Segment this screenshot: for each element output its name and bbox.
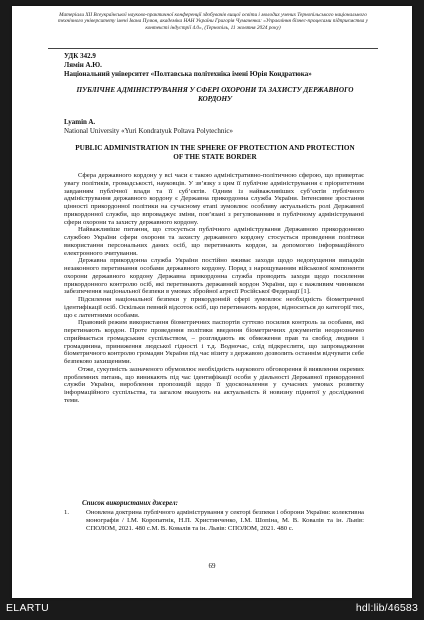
paper-title-en: PUBLIC ADMINISTRATION IN THE SPHERE OF PROTECTION AND PROTECTION OF THE STATE BORDER — [75, 144, 355, 161]
author-name-en: Lyamin A. — [64, 118, 96, 126]
paper-title-uk: ПУБЛІЧНЕ АДМІНІСТРУВАННЯ У СФЕРІ ОХОРОНИ ТА ЗАХИСТУ ДЕРЖАВНОГО КОРДОНУ — [76, 86, 354, 103]
paragraph: Сфера державного кордону у всі часи є такою адміністративно-політичною сферою, що привертає увагу політиків, громадськості, науковців. У зв’язку з цим її публічне адміністрування є пріоритетним завданням публічної влади та її суб’єктів. Одним із найважливіших суб’єктів публічного адміністрування державного кордону є Державна прикордонна служба України. Інтенсивне зростання цінності прикордонної політики на сучасному етапі зумовлює особливу актуальність ролі Державної прикордонної служби, що впроваджує зміни, пов’язані з регулюванням в публічному адмініструванні сфери охорони та захисту державного кордону. — [64, 172, 364, 226]
reference-text: Оновлена доктрина публічного адміністрування у секторі безпеки і оборони України: колективна монографія / І.М. Коропатнік, Н.П. Христинченко, І.М. Шопіна, М. В. Ковалів та ін. Львів: СПОЛОМ, 2021. 480 с.М. В. Ковалів та ін. Львів: СПОЛОМ, 2021. 480 с. — [86, 509, 364, 532]
paragraph: Найважливіше питання, що стосується публічного адміністрування Державною прикордонною службою України сфери охорони та захисту державного кордону стосується проведення політики використання персональних даних осіб, що перетинають кордон, за допомогою інформаційного електронного зчитування. — [64, 226, 364, 257]
paragraph: Державна прикордонна служба України постійно вживає заходи щодо недопущення випадків незаконного перетинання особами державного кордону. Поряд з нарощуванням військової компоненти охорони державного кордону Державна прикордонна служба проводить заходи щодо посилення прикордонного контролю осіб, які перетинають державний кордон України, що є важливим чинником забезпечення національної безпеки в умовах збройної агресії Російської Федерації [1]. — [64, 257, 364, 296]
paragraph: Отже, сукупність зазначеного обумовлює необхідність наукового обговорення й виявлення окремих проблемних питань, що виникають під час ідентифікації особи у діяльності Державної прикордонної служби України, вироблення пропозицій щодо її удосконалення у сучасних умовах розвитку інформаційного суспільства, та загалом вказують на актуальність й новизну піднятої у дослідженні теми. — [64, 365, 364, 404]
references-heading: Список використаних джерел: — [82, 499, 178, 507]
repository-label: ELARTU — [6, 602, 50, 614]
reference-item — [64, 509, 364, 532]
author-name-uk: Лямін А.Ю. — [64, 61, 102, 69]
institution-en: National University «Yuri Kondratyuk Poltava Polytechnic» — [64, 127, 233, 135]
paragraph: Правовий режим використання біометричних паспортів суттєво посилив контроль за особами, які перетинають кордон. Проте проведення політики введення біометричних документів неоднозначно сприймається громадським суспільством, – розглядають як обмеження прав та свобод людини і громадянина, приниження людської гідності і т.д. Водночас, слід підкреслити, що запровадження біометричного контролю громадян України під час візиту з державою дозволить останнім відчувати себе безпеково захищеними. — [64, 319, 364, 365]
conference-header: Матеріали XII Всеукраїнської науково-практичної конференції здобувачів вищої освіти і молодих учених Тернопільського національного технічного університету імені Івана Пулюя, академіка НАН України Григорія Чумаченка: «Управління бізнес-процесами підприємства у контексті індустрії 4.0», (Тернопіль, 11 жовтня 2024 року) — [58, 12, 368, 31]
handle-link[interactable]: hdl:lib/46583 — [355, 602, 418, 614]
page-number: 69 — [208, 562, 216, 570]
paragraph: Підсилення національної безпеки у прикордонній сфері зумовлює необхідність біометричної ідентифікації осіб. Оскільки певний відсоток осіб, що перетинають кордон, відноситься до категорії тих, що є латентними особами. — [64, 296, 364, 319]
document-page — [12, 6, 412, 598]
institution-uk: Національний університет «Полтавська політехніка імені Юрія Кондратюка» — [64, 70, 312, 78]
body-text — [64, 172, 364, 405]
header-rule — [48, 48, 378, 49]
reference-number: 1. — [64, 509, 70, 516]
udk-code: УДК 342.9 — [64, 52, 96, 60]
